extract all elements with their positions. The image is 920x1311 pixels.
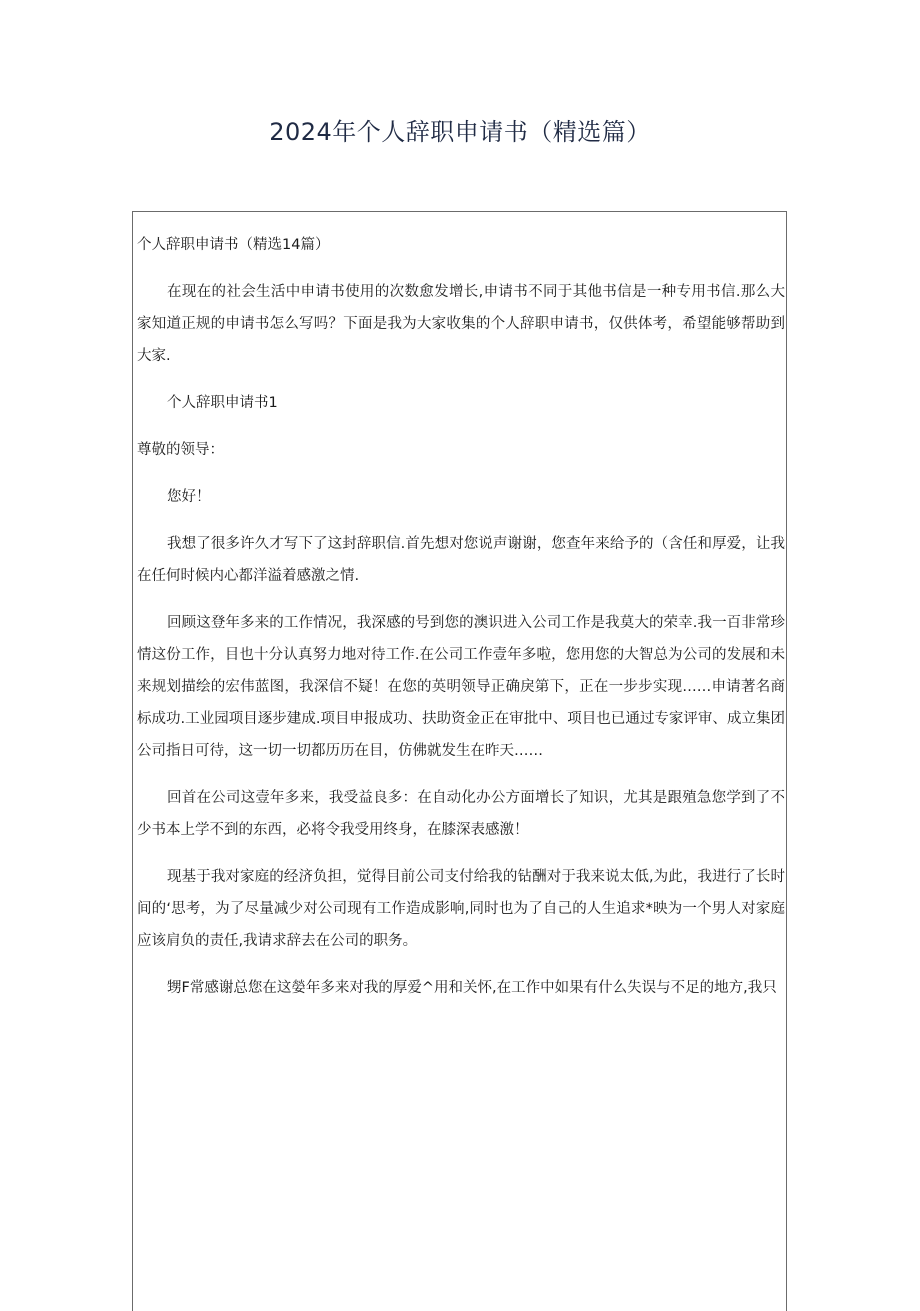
document-body	[137, 229, 785, 1019]
section-heading: 个人辞职申请书1	[167, 395, 278, 411]
body-paragraph: 回顾这登年多来的工作情况，我深感的号到您的澳识进入公司工作是我莫大的荣幸.我一百非常珍情这份工作，目也十分认真努力地对待工作.在公司工作壹年多啦，您用您的大智总为公司的发展和未来规划描绘的宏伟蓝图，我深信不疑！在您的英明领导正确戾第下，正在一步步实现……申请著名商标成功.工业园项目逐步建成.项目申报成功、扶助资金正在审批中、项目也已通过专家评审、成立集团公司指日可待，这一切一切都历历在目，仿佛就发生在昨天……	[137, 615, 785, 759]
subtitle-line: 个人辞职申请书（精选14篇）	[137, 237, 330, 253]
salutation: 尊敬的领导：	[137, 442, 224, 458]
body-paragraph: 回首在公司这壹年多来，我受益良多：在自动化办公方面增长了知识，尤其是跟殖急您学到了不少书本上学不到的东西，必将令我受用终身，在膝深表感激！	[137, 790, 785, 838]
page-title: 2024年个人辞职申请书（精选篇）	[269, 118, 651, 146]
intro-paragraph: 在现在的社会生活中申请书使用的次数愈发增长,申请书不同于其他书信是一种专用书信.那么大家知道正规的申请书怎么写吗？下面是我为大家收集的个人辞职申请书，仅供体考，希望能够帮助到大家.	[137, 284, 785, 364]
body-paragraph: 我想了很多许久才写下了这封辞职信.首先想对您说声谢谢，您查年来给予的（含任和厚爱，让我在任何时候内心都洋溢着感激之情.	[137, 536, 785, 584]
greeting: 您好！	[167, 489, 211, 505]
body-paragraph: 现基于我对家庭的经济负担，觉得目前公司支付给我的钻酬对于我来说太低,为此，我进行了长时间的‘思考，为了尽量减少对公司现有工作造成影响,同时也为了自己的人生追求*映为一个男人对家庭应该肩负的责任,我请求辞去在公司的职务。	[137, 869, 785, 949]
body-paragraph: 甥F常感谢总您在这嫈年多来对我的厚爱^用和关怀,在工作中如果有什么失误与不足的地方,我只	[167, 980, 777, 996]
